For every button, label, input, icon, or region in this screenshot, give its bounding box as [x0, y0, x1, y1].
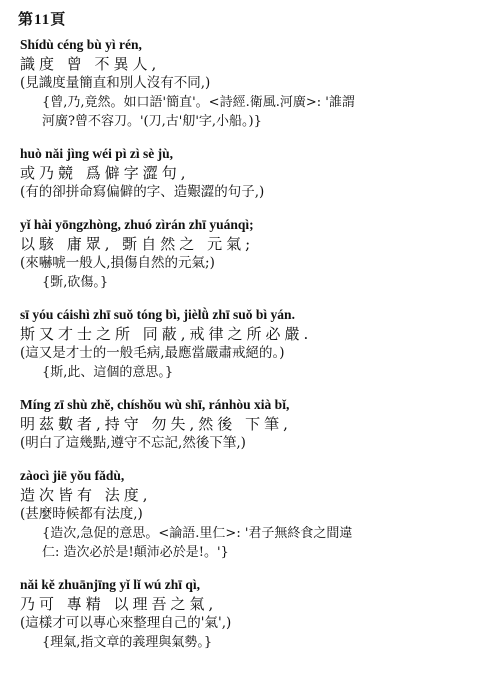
page-number-prefix: 第: [18, 10, 35, 28]
stanza: [20, 306, 490, 382]
annotation-note: {斯,此、這個的意思。}: [42, 365, 174, 380]
page-number-suffix: 頁: [50, 10, 67, 28]
chinese-line: 乃可 專精 以理吾之氣,: [20, 595, 218, 613]
translation-line: (甚麼時候都有法度,): [20, 506, 143, 522]
annotation-note: {理氣,指文章的義理與氣勢。}: [42, 635, 213, 650]
chinese-line: 明茲數者,持守 勿失,然後 下筆,: [20, 415, 292, 433]
stanza: [20, 396, 490, 453]
pinyin-line: Míng zī shù zhě, chíshǒu wù shī, ránhòu xià bǐ,: [20, 397, 290, 412]
pinyin-line: yǐ hài yōngzhòng, zhuó zìrán zhī yuánqì;: [20, 217, 254, 232]
translation-line: (明白了這幾點,遵守不忘記,然後下筆,): [20, 435, 246, 451]
translation-line: (來嚇唬一般人,損傷自然的元氣;): [20, 255, 215, 271]
poem-content: [20, 36, 490, 666]
pinyin-line: Shídù céng bù yì rén,: [20, 37, 142, 52]
chinese-line: 斯又才士之所 同蔽,戒律之所必嚴.: [20, 325, 313, 343]
chinese-line: 造次皆有 法度,: [20, 486, 152, 504]
annotation-note: {造次,急促的意思。<論語.里仁>: '君子無終食之間違 仁: 造次必於是!顛沛必於是!。'}: [42, 526, 353, 560]
page-number-value: 11: [34, 12, 51, 28]
translation-line: (見識度量簡直和別人沒有不同,): [20, 75, 211, 91]
translation-line: (這樣才可以專心來整理自己的'氣',): [20, 615, 232, 631]
stanza: [20, 216, 490, 292]
pinyin-line: huò nǎi jìng wéi pì zì sè jù,: [20, 146, 174, 161]
page-number: [18, 8, 66, 29]
stanza: [20, 576, 490, 652]
pinyin-line: sī yóu cáishì zhī suǒ tóng bì, jièlǜ zhī suǒ bì yán.: [20, 307, 295, 322]
stanza: [20, 36, 490, 131]
stanza: [20, 145, 490, 202]
translation-line: (這又是才士的一般毛病,最應當嚴肅戒絕的。): [20, 345, 285, 361]
annotation-note: {斲,砍傷。}: [42, 275, 109, 290]
annotation-note: {曾,乃,竟然。如口語'簡直'。<詩經.衛風.河廣>: '誰謂 河廣?曾不容刀。'(刀,古'舠'字,小船。)}: [42, 95, 355, 129]
pinyin-line: zàocì jiē yǒu fǎdù,: [20, 468, 125, 483]
pinyin-line: nǎi kě zhuānjīng yǐ lǐ wú zhī qì,: [20, 577, 201, 592]
chinese-line: 識度 曾 不異人,: [20, 55, 161, 73]
translation-line: (有的卻拼命寫偏僻的字、造艱澀的句子,): [20, 184, 265, 200]
stanza: [20, 467, 490, 562]
chinese-line: 以駭 庸眾, 斲自然之 元氣;: [20, 235, 255, 253]
chinese-line: 或乃競 爲僻字澀句,: [20, 164, 190, 182]
